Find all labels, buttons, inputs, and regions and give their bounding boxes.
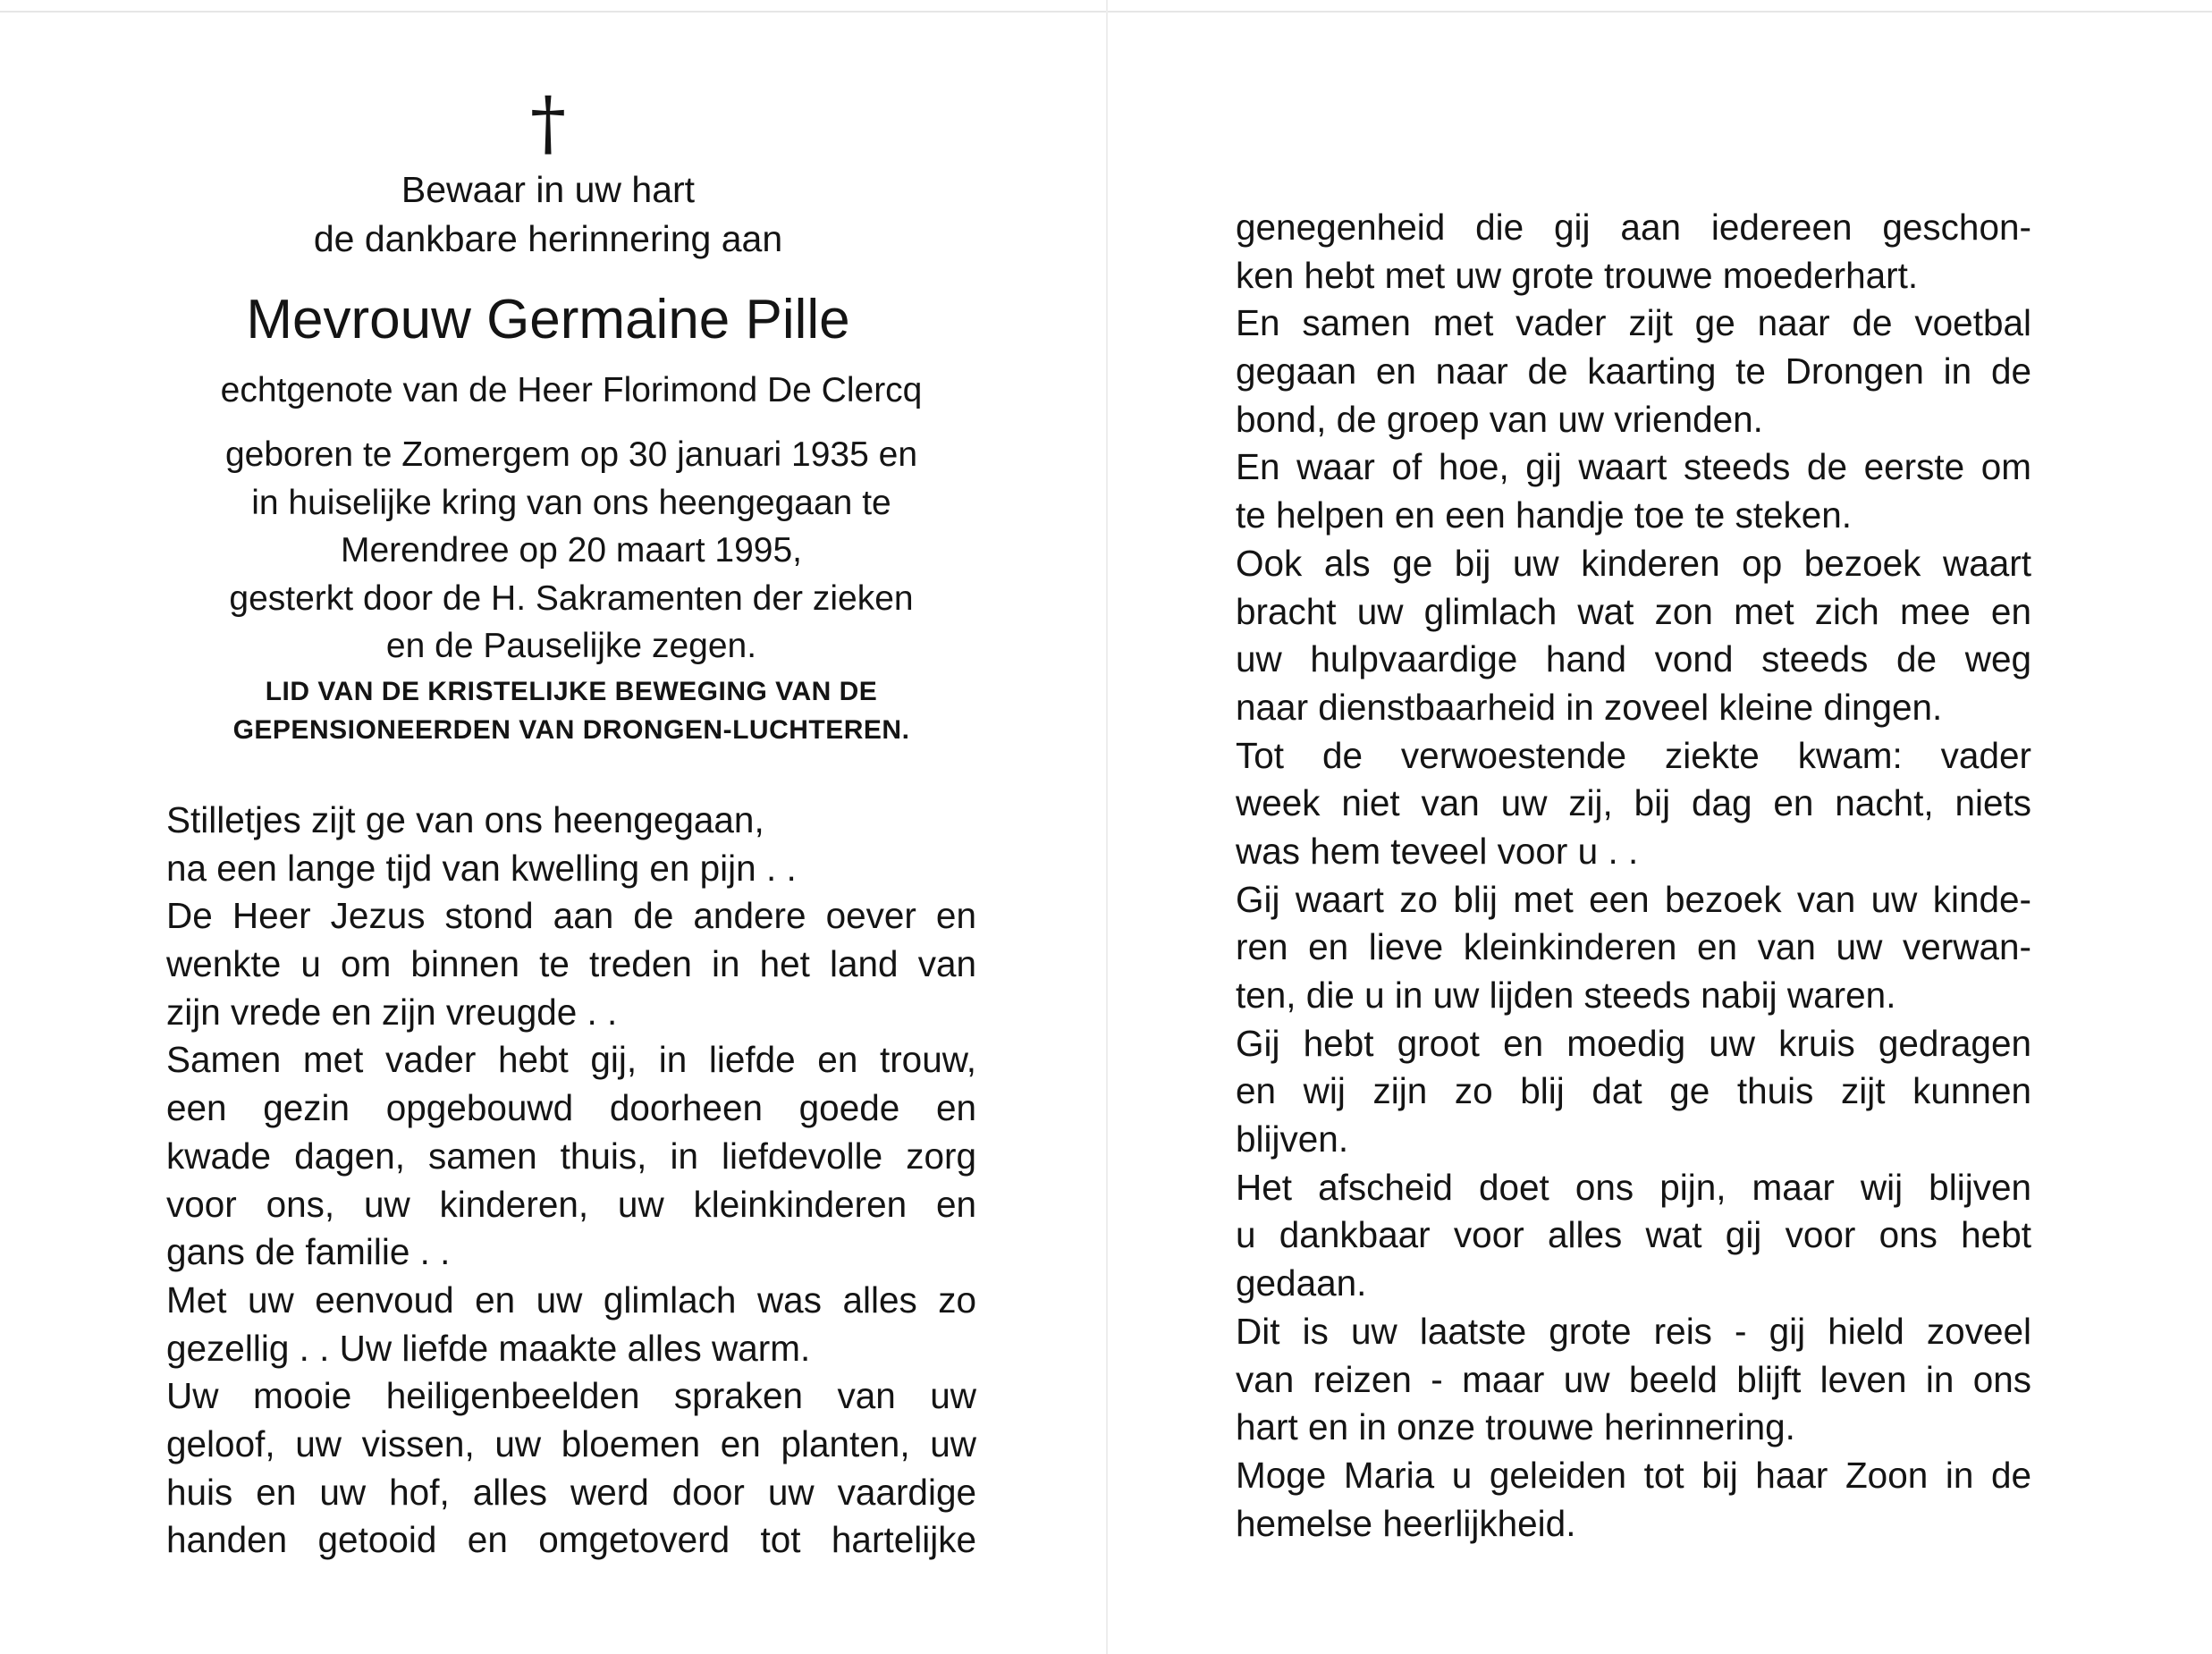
text-line: genegenheid die gij aan iedereen geschon- xyxy=(1236,207,2031,248)
text-line: En samen met vader zijt ge naar de voetbal xyxy=(1236,302,2031,344)
right-page xyxy=(1236,0,2031,1654)
text-line: Stilletjes zijt ge van ons heengegaan, xyxy=(166,799,764,840)
details-line: Merendree op 20 maart 1995, xyxy=(341,531,802,570)
memorial-text-right xyxy=(1236,204,2031,1548)
text-line: te helpen en een handje toe te steken. xyxy=(1236,494,1853,536)
text-line: hart en in onze trouwe herinnering. xyxy=(1236,1406,1795,1448)
intro-text xyxy=(143,165,953,264)
text-line: bracht uw glimlach wat zon met zich mee en xyxy=(1236,590,2031,632)
text-line: na een lange tijd van kwelling en pijn . . xyxy=(166,847,797,889)
details-line: en de Pauselijke zegen. xyxy=(385,627,757,665)
text-line: gans de familie . . xyxy=(166,1231,451,1273)
text-line: van reizen - maar uw beeld blijft leven in ons xyxy=(1236,1358,2031,1400)
spouse-line: echtgenote van de Heer Florimond De Clercq xyxy=(220,371,923,409)
text-line: kwade dagen, samen thuis, in liefdevolle zorg xyxy=(166,1135,976,1177)
text-line: Dit is uw laatste grote reis - gij hield zoveel xyxy=(1236,1310,2031,1352)
text-line: handen getooid en omgetoverd tot hartelijke xyxy=(166,1519,976,1561)
text-line: Moge Maria u geleiden tot bij haar Zoon in de xyxy=(1236,1454,2031,1496)
text-line: week niet van uw zij, bij dag en nacht, niets xyxy=(1236,782,2031,824)
text-line: blijven. xyxy=(1236,1118,1349,1160)
text-line: ten, die u in uw lijden steeds nabij waren. xyxy=(1236,975,1896,1016)
text-line: geloof, uw vissen, uw bloemen en planten, uw xyxy=(166,1422,976,1464)
text-line: Gij waart zo blij met een bezoek van uw kinde- xyxy=(1236,878,2031,920)
intro-line: de dankbare herinnering aan xyxy=(313,218,783,259)
text-line: Het afscheid doet ons pijn, maar wij blijven xyxy=(1236,1166,2031,1208)
membership-line: GEPENSIONEERDEN VAN DRONGEN-LUCHTEREN. xyxy=(232,715,910,745)
text-line: hemelse heerlijkheid. xyxy=(1236,1502,1576,1544)
text-line: gegaan en naar de kaarting te Drongen in de xyxy=(1236,350,2031,392)
text-line: naar dienstbaarheid in zoveel kleine dingen. xyxy=(1236,686,1943,728)
cross-icon: † xyxy=(530,81,566,165)
details-line: in huiselijke kring van ons heengegaan te xyxy=(251,483,891,522)
details-line: gesterkt door de H. Sakramenten der zieken xyxy=(229,578,914,618)
text-line: huis en uw hof, alles werd door uw vaardige xyxy=(166,1471,976,1513)
intro-line: Bewaar in uw hart xyxy=(401,169,696,210)
text-line: gedaan. xyxy=(1236,1262,1367,1304)
deceased-name: Mevrouw Germaine Pille xyxy=(246,289,850,350)
birth-death-details xyxy=(166,431,976,671)
text-line: Samen met vader hebt gij, in liefde en trouw, xyxy=(166,1039,976,1081)
text-line: Uw mooie heiligenbeelden spraken van uw xyxy=(166,1375,976,1417)
text-line: voor ons, uw kinderen, uw kleinkinderen en xyxy=(166,1183,976,1225)
text-line: en wij zijn zo blij dat ge thuis zijt kunnen xyxy=(1236,1070,2031,1112)
text-line: zijn vrede en zijn vreugde . . xyxy=(166,991,618,1033)
text-line: Ook als ge bij uw kinderen op bezoek waart xyxy=(1236,542,2031,584)
text-line: ren en lieve kleinkinderen en van uw verwan- xyxy=(1236,926,2031,968)
text-line: wenkte u om binnen te treden in het land van xyxy=(166,943,976,985)
text-line: Tot de verwoestende ziekte kwam: vader xyxy=(1236,734,2031,776)
text-line: u dankbaar voor alles wat gij voor ons hebt xyxy=(1236,1214,2031,1256)
left-page xyxy=(166,0,976,1654)
text-line: De Heer Jezus stond aan de andere oever en xyxy=(166,895,976,937)
text-line: uw hulpvaardige hand vond steeds de weg xyxy=(1236,638,2031,680)
memorial-text-left xyxy=(166,797,976,1565)
text-line: was hem teveel voor u . . xyxy=(1236,830,1639,872)
text-line: En waar of hoe, gij waart steeds de eerste om xyxy=(1236,446,2031,488)
text-line: bond, de groep van uw vrienden. xyxy=(1236,398,1763,440)
text-line: gezellig . . Uw liefde maakte alles warm. xyxy=(166,1327,811,1369)
text-line: een gezin opgebouwd doorheen goede en xyxy=(166,1087,976,1129)
card-fold-line xyxy=(1106,0,1108,1654)
details-line: geboren te Zomergem op 30 januari 1935 en xyxy=(224,435,918,474)
membership-line: LID VAN DE KRISTELIJKE BEWEGING VAN DE xyxy=(265,677,878,706)
membership-note xyxy=(166,672,976,749)
text-line: Met uw eenvoud en uw glimlach was alles zo xyxy=(166,1278,976,1321)
text-line: ken hebt met uw grote trouwe moederhart. xyxy=(1236,254,1919,296)
text-line: Gij hebt groot en moedig uw kruis gedragen xyxy=(1236,1022,2031,1064)
